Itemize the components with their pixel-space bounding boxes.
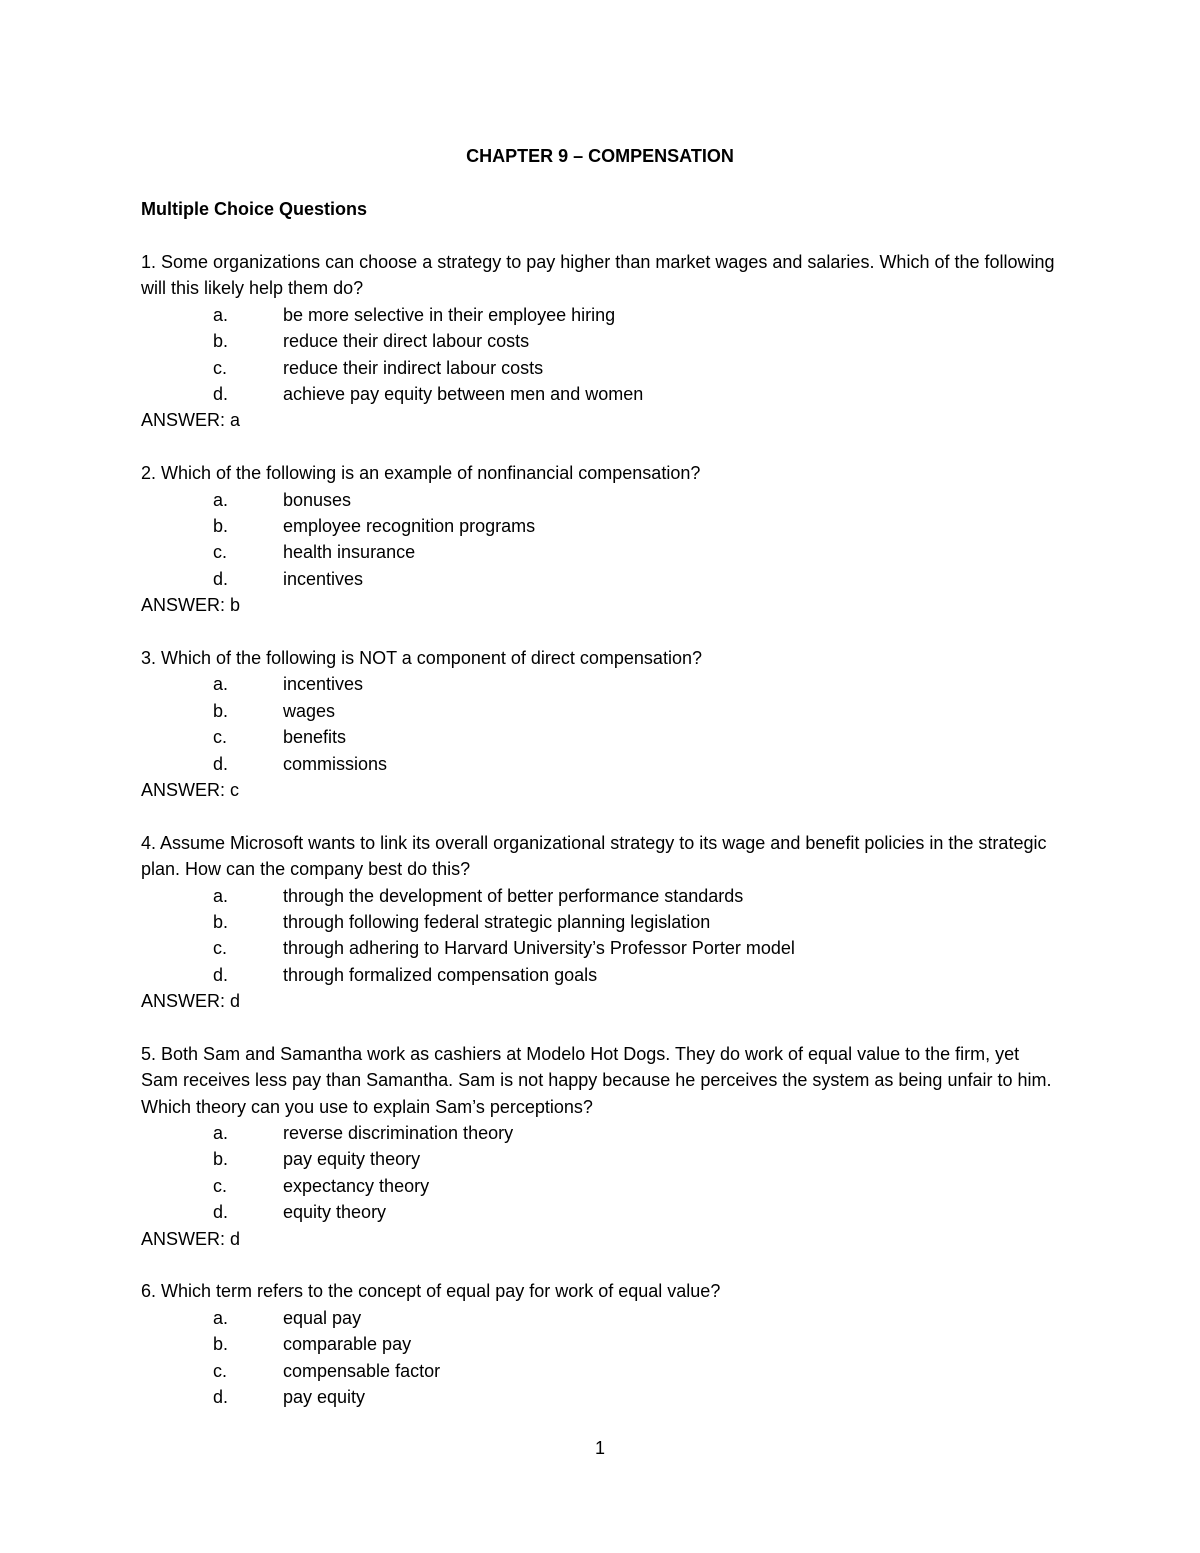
option-list xyxy=(141,671,1061,777)
question-text xyxy=(141,1278,1061,1304)
question-1 xyxy=(141,249,1061,434)
question-prompt: Which of the following is NOT a component of direct compensation? xyxy=(161,647,702,668)
option-letter: c. xyxy=(213,1175,228,1196)
option-b xyxy=(141,513,1061,539)
option-letter: a. xyxy=(213,885,229,906)
answer-line: ANSWER: a xyxy=(141,410,241,431)
option-letter: a. xyxy=(213,674,229,695)
question-prompt: Both Sam and Samantha work as cashiers at Modelo Hot Dogs. They do work of equal value to the firm, yet Sam receives less pay than Samantha. Sam is not happy because he perceives the system as being unfair to him. Which theory can you use to explain Sam’s perceptions? xyxy=(141,1043,1052,1117)
question-3 xyxy=(141,645,1061,803)
option-c xyxy=(141,724,1061,750)
option-text: bonuses xyxy=(283,489,352,510)
option-text: through the development of better performance standards xyxy=(283,885,744,906)
question-text xyxy=(141,460,1061,486)
option-b xyxy=(141,909,1061,935)
question-6 xyxy=(141,1278,1061,1410)
option-b xyxy=(141,1331,1061,1357)
answer-line: ANSWER: c xyxy=(141,779,240,800)
option-list xyxy=(141,1120,1061,1226)
question-prompt: Which term refers to the concept of equal pay for work of equal value? xyxy=(161,1281,721,1302)
question-5 xyxy=(141,1041,1061,1252)
option-text: equal pay xyxy=(283,1307,362,1328)
option-letter: c. xyxy=(213,938,228,959)
question-number: 4. xyxy=(141,832,157,853)
option-text: wages xyxy=(283,700,336,721)
option-letter: b. xyxy=(213,911,229,932)
option-letter: d. xyxy=(213,1202,229,1223)
option-text: pay equity theory xyxy=(283,1149,421,1170)
option-text: pay equity xyxy=(283,1387,366,1408)
option-text: commissions xyxy=(283,753,388,774)
option-text: be more selective in their employee hiring xyxy=(283,304,616,325)
option-list xyxy=(141,1305,1061,1411)
option-list xyxy=(141,302,1061,408)
option-b xyxy=(141,328,1061,354)
option-letter: d. xyxy=(213,568,229,589)
option-a xyxy=(141,1305,1061,1331)
option-text: through adhering to Harvard University’s Professor Porter model xyxy=(283,938,795,959)
option-letter: c. xyxy=(213,727,228,748)
section-heading: Multiple Choice Questions xyxy=(141,199,368,219)
question-prompt: Some organizations can choose a strategy to pay higher than market wages and salaries. Which of the following will this likely help them do? xyxy=(141,252,1055,299)
option-b xyxy=(141,698,1061,724)
question-text xyxy=(141,1041,1061,1120)
option-text: compensable factor xyxy=(283,1360,441,1381)
option-text: reduce their direct labour costs xyxy=(283,331,530,352)
option-text: expectancy theory xyxy=(283,1175,430,1196)
question-4 xyxy=(141,830,1061,1015)
option-letter: c. xyxy=(213,357,228,378)
option-letter: a. xyxy=(213,489,229,510)
answer-line: ANSWER: d xyxy=(141,1228,241,1249)
question-text xyxy=(141,830,1061,883)
option-list xyxy=(141,487,1061,593)
question-prompt: Assume Microsoft wants to link its overall organizational strategy to its wage and benefit policies in the strategic plan. How can the company best do this? xyxy=(141,832,1047,880)
page-number: 1 xyxy=(594,1438,605,1458)
question-number: 3. xyxy=(141,647,157,668)
option-letter: d. xyxy=(213,1387,229,1408)
option-text: reduce their indirect labour costs xyxy=(283,357,544,378)
option-text: health insurance xyxy=(283,542,416,563)
option-text: employee recognition programs xyxy=(283,515,536,536)
option-d xyxy=(141,962,1061,988)
option-letter: a. xyxy=(213,304,229,325)
option-text: through following federal strategic planning legislation xyxy=(283,911,711,932)
question-2 xyxy=(141,460,1061,618)
option-text: incentives xyxy=(283,674,364,695)
option-a xyxy=(141,1120,1061,1146)
option-d xyxy=(141,381,1061,407)
question-list xyxy=(141,249,1061,1437)
option-list xyxy=(141,883,1061,989)
option-letter: b. xyxy=(213,515,229,536)
option-a xyxy=(141,883,1061,909)
option-letter: b. xyxy=(213,1334,229,1355)
question-number: 2. xyxy=(141,463,157,484)
question-number: 1. xyxy=(141,252,157,272)
option-d xyxy=(141,1199,1061,1225)
option-text: reverse discrimination theory xyxy=(283,1123,514,1144)
option-c xyxy=(141,539,1061,565)
option-letter: a. xyxy=(213,1307,229,1328)
chapter-title: CHAPTER 9 – COMPENSATION xyxy=(466,146,734,166)
option-letter: d. xyxy=(213,383,229,404)
option-letter: b. xyxy=(213,1149,229,1170)
option-a xyxy=(141,302,1061,328)
question-text xyxy=(141,645,1061,671)
option-d xyxy=(141,1384,1061,1410)
option-a xyxy=(141,671,1061,697)
question-text xyxy=(141,249,1061,302)
option-letter: b. xyxy=(213,331,229,352)
option-c xyxy=(141,935,1061,961)
option-text: equity theory xyxy=(283,1202,387,1223)
option-letter: a. xyxy=(213,1123,229,1144)
option-letter: b. xyxy=(213,700,229,721)
option-text: benefits xyxy=(283,727,347,748)
option-text: comparable pay xyxy=(283,1334,412,1355)
option-text: achieve pay equity between men and women xyxy=(283,383,644,404)
question-number: 6. xyxy=(141,1281,157,1302)
option-text: through formalized compensation goals xyxy=(283,964,598,985)
option-c xyxy=(141,355,1061,381)
answer-line: ANSWER: b xyxy=(141,595,241,616)
option-letter: d. xyxy=(213,753,229,774)
option-letter: c. xyxy=(213,542,228,563)
option-text: incentives xyxy=(283,568,364,589)
option-letter: d. xyxy=(213,964,229,985)
option-a xyxy=(141,487,1061,513)
option-b xyxy=(141,1146,1061,1172)
option-c xyxy=(141,1358,1061,1384)
answer-line: ANSWER: d xyxy=(141,991,241,1012)
question-number: 5. xyxy=(141,1043,157,1064)
question-prompt: Which of the following is an example of nonfinancial compensation? xyxy=(161,463,701,484)
option-letter: c. xyxy=(213,1360,228,1381)
option-d xyxy=(141,751,1061,777)
option-d xyxy=(141,566,1061,592)
option-c xyxy=(141,1173,1061,1199)
